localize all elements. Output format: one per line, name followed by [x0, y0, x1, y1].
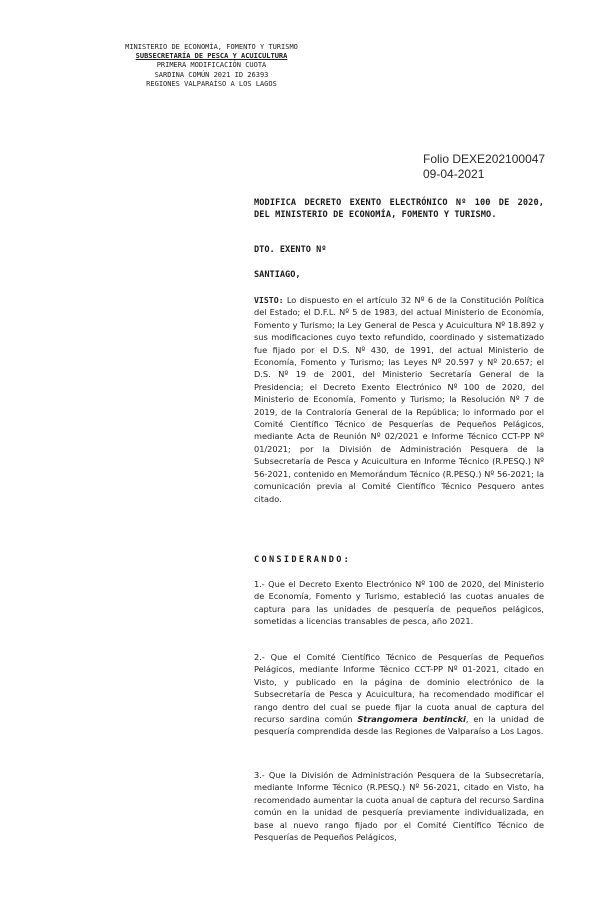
- header-resource-id: SARDINA COMÚN 2021 ID 26393: [154, 70, 269, 79]
- visto-paragraph: [254, 294, 544, 505]
- letterhead: [104, 43, 319, 89]
- visto-text: Lo dispuesto en el artículo 32 Nº 6 de la Constitución Política del Estado; el D.F.L. Nº 5 de 1983, del actual Ministerio de Economía, Fomento y Turismo; la Ley General de Pesca y Acuicultura Nº 18.892 y sus modificaciones cuyo texto refundido, coordinado y sistematizado fue fijado por el D.S. Nº 430, de 1991, del actual Ministerio de Economía, Fomento y Turismo; las Leyes Nº 20.597 y Nº 20.657; el D.S. Nº 19 de 2001, del Ministerio Secretaría General de la Presidencia; el Decreto Exento Electrónico Nº 100 de 2020, del Ministerio de Economía, Fomento y Turismo; la Resolución Nº 7 de 2019, de la Contraloría General de la República; lo informado por el Comité Científico Técnico de Pesquerías de Pequeños Pelágicos, mediante Acta de Reunión Nº 02/2021 e Informe Técnico CCT-PP Nº 01/2021; por la División de Administración Pesquera de la Subsecretaría de Pesca y Acuicultura en Informe Técnico (R.PESQ.) Nº 56-2021, contenido en Memorándum Técnico (R.PESQ.) Nº 56-2021; la comunicación previa al Comité Científico Técnico Pesquero antes citado.: [254, 295, 544, 504]
- paragraph-2-text-b: , en la unidad de pesquería comprendida desde las Regiones de Valparaíso a Los Lagos.: [254, 714, 544, 737]
- header-regions: REGIONES VALPARAÍSO A LOS LAGOS: [146, 79, 277, 88]
- decree-number: DTO. EXENTO Nº: [254, 245, 327, 255]
- subsecretariat-name: SUBSECRETARÍA DE PESCA Y ACUICULTURA: [135, 52, 288, 61]
- paragraph-2-text-a: 2.- Que el Comité Científico Técnico de Pesquerías de Pequeños Pelágicos, mediante Informe Técnico CCT-PP Nº 01-2021, citado en Visto, y publicado en la página de dominio electrónico de la Subsecretaría de Pesca y Acuicultura, ha recomendado modificar el rango dentro del cual se puede fijar la cuota anual de captura del recurso sardina común: [254, 652, 544, 725]
- folio-date: 09-04-2021: [423, 166, 485, 181]
- considerando-heading: CONSIDERANDO:: [254, 555, 352, 565]
- ministry-name: MINISTERIO DE ECONOMÍA, FOMENTO Y TURISMO: [125, 43, 298, 51]
- considerando-paragraph-3: 3.- Que la División de Administración Pesquera de la Subsecretaría, mediante Informe Técnico (R.PESQ.) Nº 56-2021, citado en Visto, ha recomendado aumentar la cuota anual de captura del recurso Sardina común en la unidad de pesquería previamente individualizada, en base al nuevo rango fijado por el Comité Científico Técnico de Pesquerías de Pequeños Pelágicos,: [254, 770, 544, 843]
- considerando-paragraph-1: 1.- Que el Decreto Exento Electrónico Nº 100 de 2020, del Ministerio de Economía, Fomento y Turismo, estableció las cuotas anuales de captura para las unidades de pesquería de pequeños pelágicos, sometidas a licencias transables de pesca, año 2021.: [254, 579, 544, 627]
- city-line: SANTIAGO,: [254, 270, 301, 280]
- document-title: MODIFICA DECRETO EXENTO ELECTRÓNICO Nº 100 DE 2020, DEL MINISTERIO DE ECONOMÍA, FOMENTO Y TURISMO.: [254, 198, 544, 221]
- considerando-paragraph-2: [254, 651, 544, 738]
- folio-block: [423, 152, 545, 181]
- visto-label: VISTO:: [254, 295, 284, 305]
- folio-number: Folio DEXE202100047: [423, 152, 546, 166]
- species-name: Strangomera bentincki: [357, 714, 466, 725]
- header-subject-line: PRIMERA MODIFICACIÓN CUOTA: [156, 61, 267, 70]
